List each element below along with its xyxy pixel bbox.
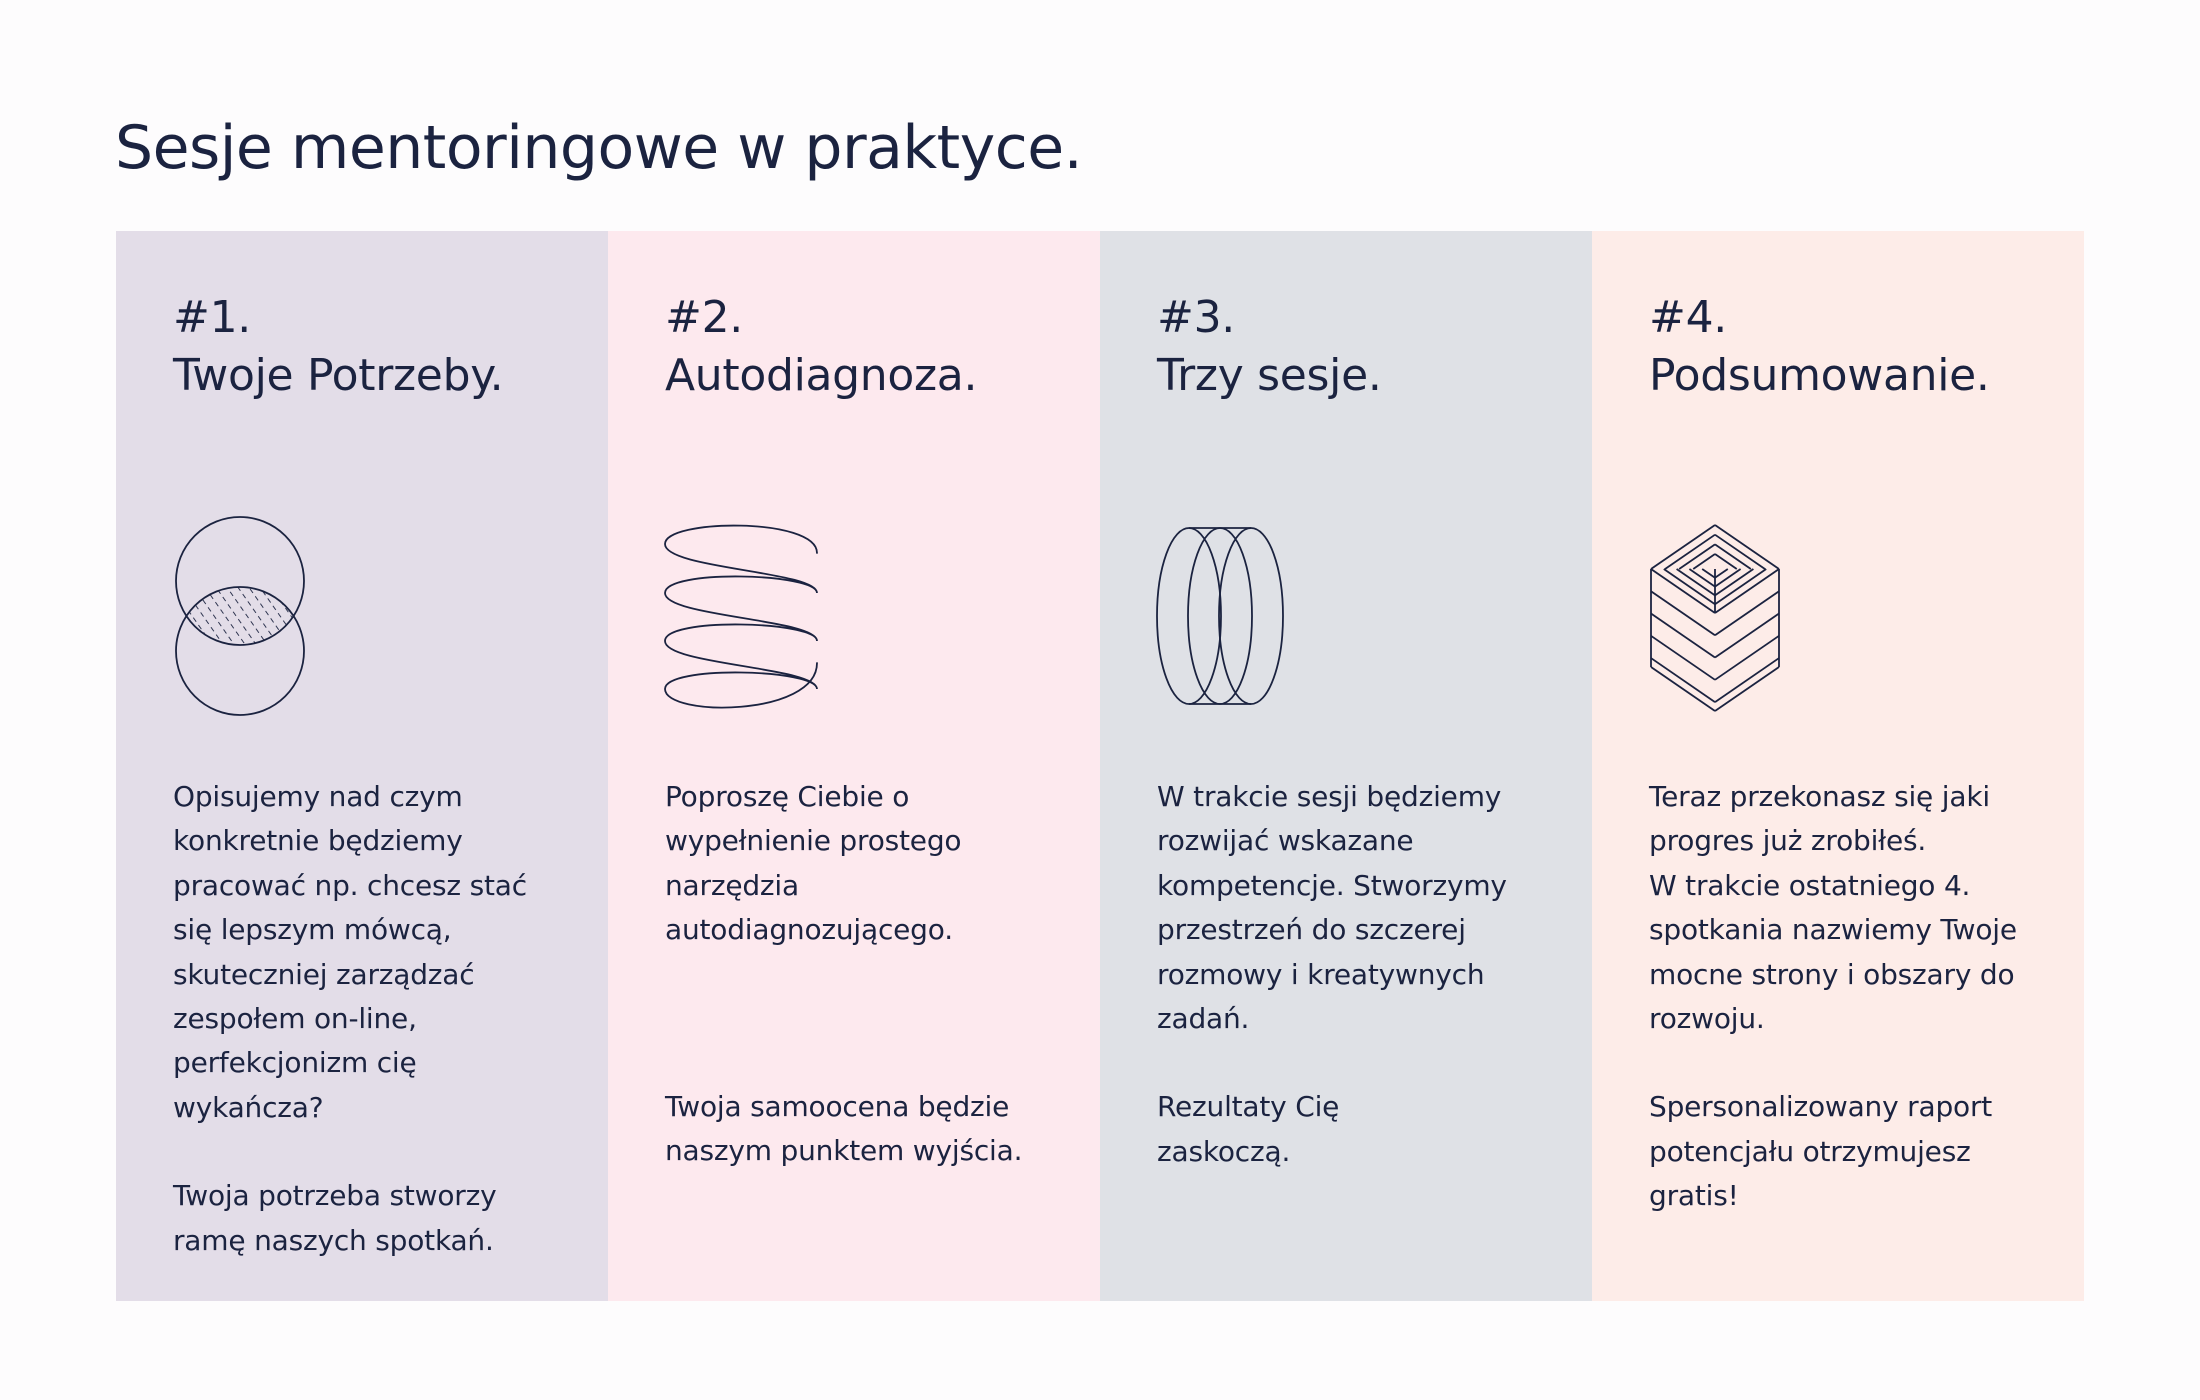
nested-hexagon-icon [1649,511,1869,741]
step-paragraph: Twoja samoocena będzie naszym punktem wyjścia. [665,1089,1023,1168]
step-title: Podsumowanie. [1649,350,1990,401]
step-paragraph: W trakcie sesji będziemy rozwijać wskazane kompetencje. Stworzymy przestrzeń do szczerej rozmowy i kreatywnych zadań. [1157,780,1507,1036]
step-description [1157,775,1567,1174]
step-paragraph: Spersonalizowany raport potencjału otrzymujesz gratis! [1649,1090,1993,1213]
step-card-three-sessions [1100,231,1592,1301]
step-description [1649,775,2059,1219]
step-description [173,775,583,1263]
step-title: Autodiagnoza. [665,350,978,401]
step-number: #4. [1649,292,1727,343]
overlapping-circles-icon [173,511,393,741]
step-paragraph: Rezultaty Cię zaskoczą. [1157,1090,1340,1168]
spiral-coil-icon [665,511,885,741]
step-description [665,775,1075,1173]
step-paragraph: Opisujemy nad czym konkretnie będziemy pracować np. chcesz stać się lepszym mówcą, skuteczniej zarządzać zespołem on-line, perfekcjonizm cię wykańcza? [173,780,527,1124]
step-title: Trzy sesje. [1157,350,1382,401]
three-ellipses-icon [1157,511,1377,741]
step-card-self-diagnosis [608,231,1100,1301]
step-title: Twoje Potrzeby. [173,350,504,401]
page-title: Sesje mentoringowe w praktyce. [115,113,1083,183]
mentoring-steps [116,231,2084,1301]
step-number: #1. [173,292,251,343]
step-paragraph: Poproszę Ciebie o wypełnienie prostego narzędzia autodiagnozującego. [665,780,962,947]
step-number: #3. [1157,292,1235,343]
step-card-summary [1592,231,2084,1301]
step-paragraph: Teraz przekonasz się jaki progres już zrobiłeś. W trakcie ostatniego 4. spotkania nazwiemy Twoje mocne strony i obszary do rozwoju. [1649,780,2017,1036]
step-paragraph: Twoja potrzeba stworzy ramę naszych spotkań. [173,1179,497,1257]
step-card-needs [116,231,608,1301]
step-number: #2. [665,292,743,343]
